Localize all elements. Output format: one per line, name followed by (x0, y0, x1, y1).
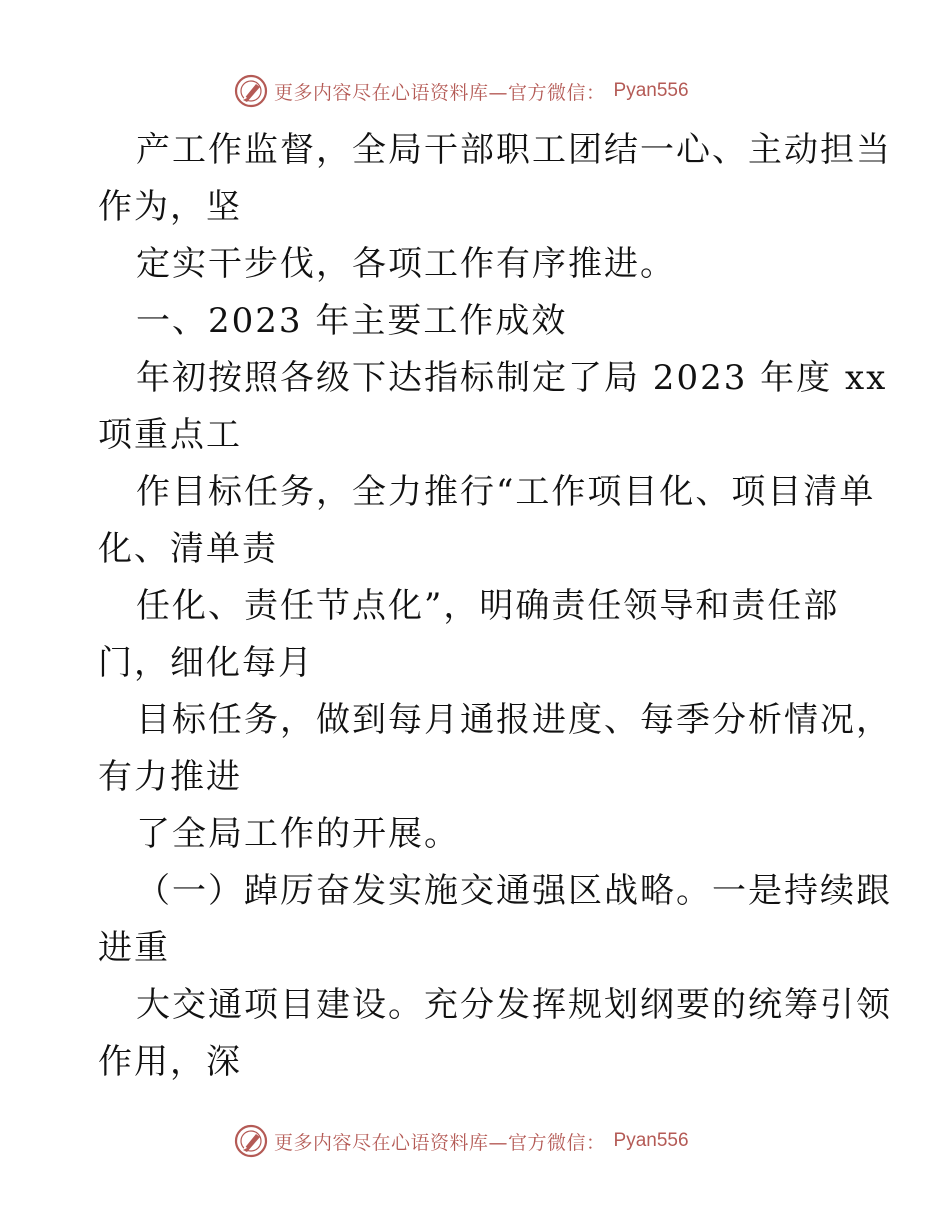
body-line: 大交通项目建设。充分发挥规划纲要的统筹引领 (136, 985, 892, 1025)
document-body (98, 122, 892, 1091)
body-line: 作为，坚 (98, 187, 242, 227)
body-line: 任化、责任节点化”，明确责任领导和责任部 (136, 586, 840, 626)
body-line: 产工作监督，全局干部职工团结一心、主动担当 (136, 130, 892, 170)
watermark-handle: Pyan556 (613, 80, 689, 101)
pen-logo-icon (234, 1124, 268, 1158)
body-line: 目标任务，做到每月通报进度、每季分析情况， (136, 700, 892, 740)
watermark-footer (234, 1124, 689, 1158)
body-line: 作用，深 (98, 1042, 242, 1082)
body-line: 年初按照各级下达指标制定了局 2023 年度 xx (136, 358, 888, 398)
body-line: 了全局工作的开展。 (136, 814, 460, 854)
subsection-heading: （一）踔厉奋发实施交通强区战略。一是持续跟 (136, 871, 892, 911)
body-line: 进重 (98, 928, 170, 968)
watermark-text: 更多内容尽在心语资料库—官方微信： (274, 81, 606, 104)
body-line: 化、清单责 (98, 529, 278, 569)
watermark-header (234, 74, 689, 108)
watermark-text: 更多内容尽在心语资料库—官方微信： (274, 1131, 606, 1154)
watermark-handle: Pyan556 (613, 1130, 689, 1151)
body-line: 有力推进 (98, 757, 242, 797)
body-line: 门，细化每月 (98, 643, 314, 683)
body-line: 项重点工 (98, 415, 242, 455)
body-line: 定实干步伐，各项工作有序推进。 (136, 244, 676, 284)
pen-logo-icon (234, 74, 268, 108)
section-heading: 一、2023 年主要工作成效 (136, 301, 568, 341)
body-line: 作目标任务，全力推行“工作项目化、项目清单 (136, 472, 876, 512)
